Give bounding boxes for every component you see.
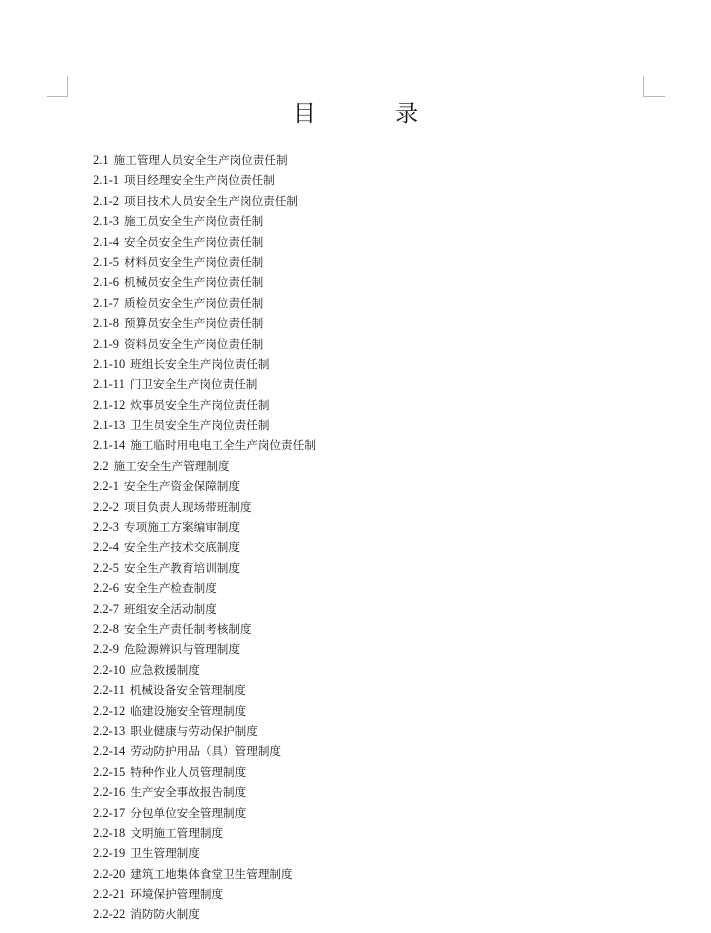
toc-entry-number: 2.2-14 <box>93 744 126 759</box>
top-right-crop-mark <box>643 76 665 97</box>
toc-entry-title: 项目经理安全生产岗位责任制 <box>124 173 275 188</box>
toc-entry[interactable] <box>93 170 316 190</box>
toc-entry-title: 炊事员安全生产岗位责任制 <box>130 397 270 412</box>
toc-entry-title: 机械员安全生产岗位责任制 <box>124 275 264 290</box>
toc-entry-title: 安全生产检查制度 <box>124 581 217 596</box>
toc-entry-number: 2.1-4 <box>93 234 120 249</box>
toc-entry-title: 施工安全生产管理制度 <box>113 458 230 473</box>
toc-entry-number: 2.1-6 <box>93 275 120 290</box>
toc-entry-number: 2.2-5 <box>93 560 120 575</box>
toc-entry-number: 2.1-7 <box>93 295 120 310</box>
toc-entry-title: 危险源辨识与管理制度 <box>124 642 240 657</box>
toc-entry-title: 卫生员安全生产岗位责任制 <box>130 418 270 433</box>
toc-entry[interactable] <box>93 272 316 292</box>
toc-entry-title: 项目技术人员安全生产岗位责任制 <box>124 193 298 208</box>
toc-entry-number: 2.2-4 <box>93 540 120 555</box>
toc-entry-title: 临建设施安全管理制度 <box>130 703 247 718</box>
toc-entry[interactable] <box>93 537 316 557</box>
toc-entry[interactable] <box>93 252 316 272</box>
toc-entry[interactable] <box>93 864 316 884</box>
toc-entry-number: 2.2-12 <box>93 703 126 718</box>
toc-entry[interactable] <box>93 334 316 354</box>
toc-entry[interactable] <box>93 517 316 537</box>
toc-entry-title: 文明施工管理制度 <box>130 825 224 840</box>
toc-entry-title: 安全生产技术交底制度 <box>124 540 240 555</box>
toc-entry-title: 卫生管理制度 <box>130 846 200 861</box>
toc-entry[interactable] <box>93 823 316 843</box>
toc-entry-number: 2.1-8 <box>93 316 120 331</box>
toc-entry[interactable] <box>93 701 316 721</box>
toc-entry-title: 门卫安全生产岗位责任制 <box>129 377 258 392</box>
toc-entry[interactable] <box>93 415 316 435</box>
toc-entry-title: 预算员安全生产岗位责任制 <box>124 316 264 331</box>
toc-entry-number: 2.2-9 <box>93 642 120 657</box>
toc-entry-number: 2.1 <box>93 153 109 167</box>
toc-entry-number: 2.2-11 <box>93 683 125 698</box>
toc-entry-number: 2.2-16 <box>93 785 126 800</box>
toc-entry-title: 班组长安全生产岗位责任制 <box>130 356 270 371</box>
toc-entry[interactable] <box>93 558 316 578</box>
toc-entry-number: 2.1-13 <box>93 418 126 433</box>
toc-entry[interactable] <box>93 435 316 455</box>
toc-entry[interactable] <box>93 476 316 496</box>
toc-entry-number: 2.2-6 <box>93 581 120 596</box>
toc-entry-number: 2.2-2 <box>93 499 120 514</box>
toc-entry-number: 2.2 <box>93 458 109 473</box>
toc-entry-title: 环境保护管理制度 <box>130 887 224 902</box>
toc-entry-title: 安全生产教育培训制度 <box>124 560 240 575</box>
toc-entry[interactable] <box>93 578 316 598</box>
toc-entry[interactable] <box>93 803 316 823</box>
toc-entry-title: 施工管理人员安全生产岗位责任制 <box>113 153 288 167</box>
toc-entry[interactable] <box>93 497 316 517</box>
toc-entry-number: 2.2-17 <box>93 805 126 820</box>
toc-entry[interactable] <box>93 456 316 476</box>
toc-entry[interactable] <box>93 191 316 211</box>
toc-entry-title: 安全生产责任制考核制度 <box>124 621 252 636</box>
toc-entry-number: 2.2-19 <box>93 846 126 861</box>
toc-entry-title: 班组安全活动制度 <box>124 601 217 616</box>
toc-entry[interactable] <box>93 904 316 924</box>
toc-entry[interactable] <box>93 599 316 619</box>
toc-entry-number: 2.2-18 <box>93 825 126 840</box>
toc-entry-number: 2.2-21 <box>93 887 126 902</box>
toc-entry[interactable] <box>93 741 316 761</box>
toc-entry[interactable] <box>93 313 316 333</box>
toc-entry-title: 建筑工地集体食堂卫生管理制度 <box>130 866 293 881</box>
toc-entry-title: 机械设备安全管理制度 <box>129 683 246 698</box>
toc-entry-title: 消防防火制度 <box>130 907 200 922</box>
toc-entry-number: 2.2-10 <box>93 662 126 677</box>
toc-entry-title: 应急救援制度 <box>130 662 200 677</box>
toc-entry-number: 2.1-10 <box>93 356 126 371</box>
toc-entry[interactable] <box>93 395 316 415</box>
toc-entry-number: 2.2-15 <box>93 764 126 779</box>
toc-entry[interactable] <box>93 762 316 782</box>
toc-entry[interactable] <box>93 721 316 741</box>
toc-entry-title: 专项施工方案编审制度 <box>124 520 240 535</box>
toc-entry[interactable] <box>93 884 316 904</box>
toc-entry-number: 2.2-8 <box>93 621 120 636</box>
toc-entry[interactable] <box>93 150 316 170</box>
toc-entry[interactable] <box>93 680 316 700</box>
toc-entry-title: 特种作业人员管理制度 <box>130 764 247 779</box>
toc-entry[interactable] <box>93 782 316 802</box>
toc-entry-title: 施工员安全生产岗位责任制 <box>124 214 264 229</box>
toc-entry[interactable] <box>93 293 316 313</box>
toc-entry-number: 2.1-3 <box>93 214 120 229</box>
toc-entry[interactable] <box>93 232 316 252</box>
toc-entry-number: 2.2-13 <box>93 723 126 738</box>
toc-entry-number: 2.1-2 <box>93 193 120 208</box>
toc-entry-number: 2.2-1 <box>93 479 120 494</box>
toc-entry-title: 资料员安全生产岗位责任制 <box>124 336 264 351</box>
toc-entry-number: 2.2-7 <box>93 601 120 616</box>
toc-entry[interactable] <box>93 354 316 374</box>
toc-entry-title: 材料员安全生产岗位责任制 <box>124 254 264 269</box>
toc-entry-number: 2.1-1 <box>93 173 120 188</box>
toc-entry-number: 2.1-5 <box>93 254 120 269</box>
toc-entry-number: 2.1-11 <box>93 377 125 392</box>
toc-entry-title: 项目负责人现场带班制度 <box>124 499 252 514</box>
toc-entry-number: 2.1-12 <box>93 397 126 412</box>
toc-entry-title: 分包单位安全管理制度 <box>130 805 247 820</box>
toc-entry-title: 质检员安全生产岗位责任制 <box>124 295 264 310</box>
toc-entry-title: 劳动防护用品（具）管理制度 <box>130 744 282 759</box>
page-title: 目 录 <box>292 101 455 127</box>
toc-entry-number: 2.2-20 <box>93 866 126 881</box>
table-of-contents <box>93 150 316 925</box>
toc-entry[interactable] <box>93 374 316 394</box>
toc-entry-number: 2.1-14 <box>93 438 126 453</box>
toc-entry[interactable] <box>93 619 316 639</box>
toc-entry-title: 施工临时用电电工全生产岗位责任制 <box>130 438 316 453</box>
toc-entry-number: 2.1-9 <box>93 336 120 351</box>
toc-entry-title: 职业健康与劳动保护制度 <box>130 723 258 738</box>
toc-entry-number: 2.2-3 <box>93 520 120 535</box>
toc-entry[interactable] <box>93 639 316 659</box>
toc-entry-title: 安全员安全生产岗位责任制 <box>124 234 264 249</box>
top-left-crop-mark <box>47 76 68 97</box>
toc-entry[interactable] <box>93 843 316 863</box>
toc-entry-title: 安全生产资金保障制度 <box>124 479 240 494</box>
toc-entry[interactable] <box>93 660 316 680</box>
toc-entry-title: 生产安全事故报告制度 <box>130 785 247 800</box>
toc-entry-number: 2.2-22 <box>93 907 126 922</box>
toc-entry[interactable] <box>93 211 316 231</box>
